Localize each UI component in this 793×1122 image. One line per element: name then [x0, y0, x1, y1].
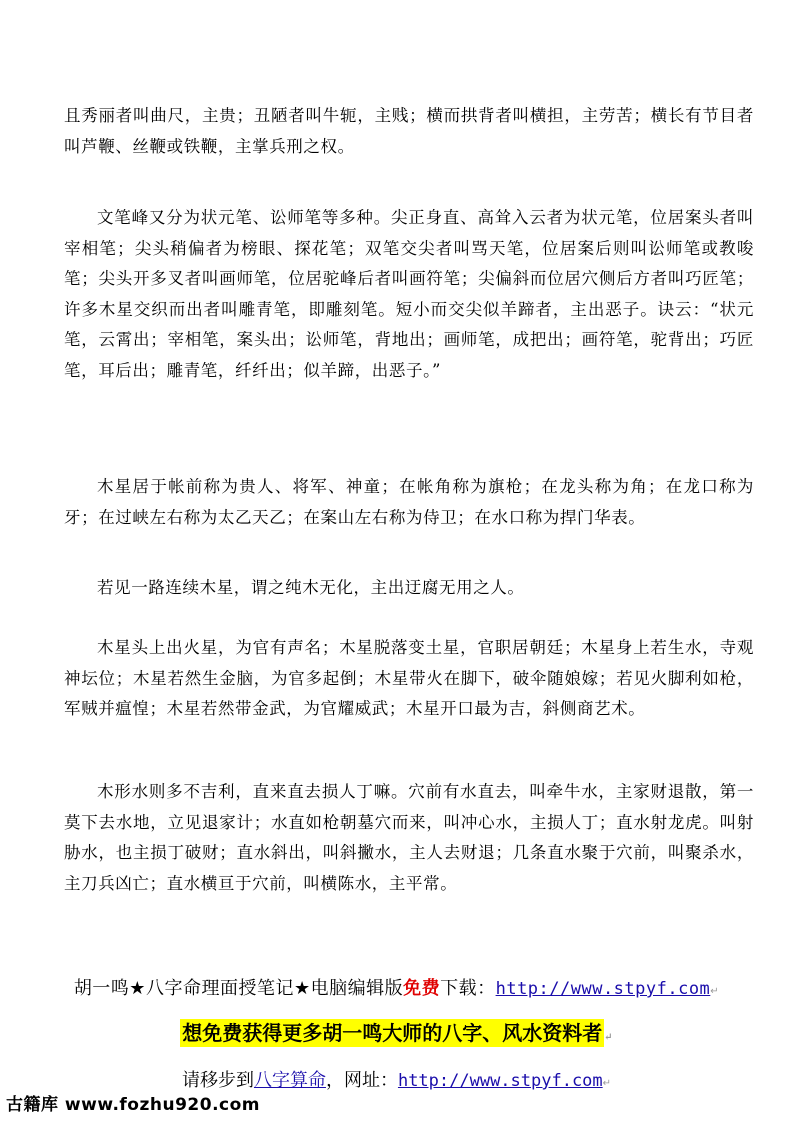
paragraph-2: 文笔峰又分为状元笔、讼师笔等多种。尖正身直、高耸入云者为状元笔，位居案头者叫宰相笔；尖头稍偏者为榜眼、探花笔；双笔交尖者叫骂天笔，位居案后则叫讼师笔或教唆笔；尖头开多叉者叫画师笔，位居驼峰后者叫画符笔；尖偏斜而位居穴侧后方者叫巧匠笔；许多木星交织而出者叫雕青笔，即雕刻笔。短小而交尖似羊蹄者，主出恶子。诀云：“状元笔，云霄出；宰相笔，案头出；讼师笔，背地出；画师笔，成把出；画符笔，驼背出；巧匠笔，耳后出；雕青笔，纤纤出；似羊蹄，出恶子。” — [64, 208, 754, 380]
notice-title: 胡一鸣★八字命理面授笔记★电脑编辑版 — [73, 978, 404, 999]
promo-banner — [0, 1018, 793, 1053]
url-label: ，网址： — [325, 1070, 398, 1091]
download-link[interactable]: http://www.stpyf.com — [495, 979, 711, 999]
watermark: 古籍库 www.fozhu920.com — [6, 1095, 260, 1115]
return-mark-icon: ↵ — [710, 986, 720, 997]
paragraph-5: 木星头上出火星，为官有声名；木星脱落变土星，官职居朝廷；木星身上若生水，寺观神坛位；木星若然生金脑，为官多起倒；木星带火在脚下，破伞随娘嫁；若见火脚利如枪，军贼并瘟惶；木星若然带金武，为官耀威武；木星开口最为吉，斜侧商艺术。 — [64, 638, 754, 718]
return-mark-icon: ↵ — [604, 1032, 613, 1043]
download-label: 下载： — [440, 978, 496, 999]
return-mark-icon: ↵ — [602, 1078, 612, 1089]
site-prefix: 请移步到 — [181, 1070, 254, 1091]
paragraph-1: 且秀丽者叫曲尺，主贵；丑陋者叫牛轭，主贱；横而拱背者叫横担，主劳苦；横长有节目者叫芦鞭、丝鞭或铁鞭，主掌兵刑之权。 — [64, 106, 754, 156]
site-link[interactable]: http://www.stpyf.com — [397, 1071, 603, 1091]
paragraph-4: 若见一路连续木星，谓之纯木无化，主出迂腐无用之人。 — [97, 578, 525, 597]
promo-text: 想免费获得更多胡一鸣大师的八字、风水资料者 — [182, 1021, 603, 1045]
free-label: 免费 — [403, 978, 441, 999]
paragraph-6: 木形水则多不吉利，直来直去损人丁嘛。穴前有水直去，叫牵牛水，主家财退散，第一莫下去水地，立见退家计；水直如枪朝墓穴而来，叫冲心水，主损人丁；直水射龙虎。叫射胁水，也主损丁破财；直水斜出，叫斜撇水，主人去财退；几条直水聚于穴前，叫聚杀水，主刀兵凶亡；直水横亘于穴前，叫横陈水，主平常。 — [64, 782, 754, 893]
download-notice — [0, 976, 793, 1005]
paragraph-3: 木星居于帐前称为贵人、将军、神童；在帐角称为旗枪；在龙头称为角；在龙口称为牙；在过峡左右称为太乙天乙；在案山左右称为侍卫；在水口称为捍门华表。 — [64, 477, 754, 527]
bazi-link[interactable]: 八字算命 — [253, 1070, 326, 1091]
